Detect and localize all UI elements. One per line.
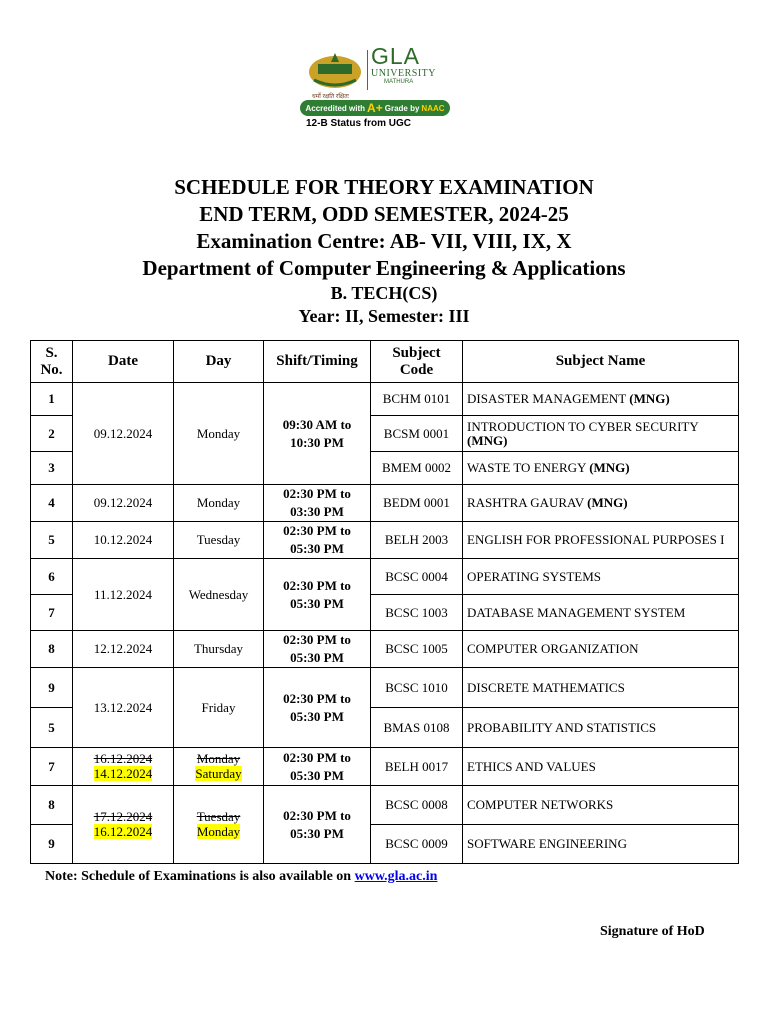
sno-cell: 5 (31, 522, 73, 559)
sno-cell: 4 (31, 485, 73, 522)
table-row (31, 748, 739, 786)
shift-cell: 02:30 PM to 05:30 PM (264, 522, 371, 559)
year-semester: Year: II, Semester: III (298, 306, 470, 326)
sno-cell: 2 (31, 416, 73, 452)
subject-name-cell (463, 522, 739, 559)
date-cell (73, 786, 174, 864)
sno-cell: 8 (31, 786, 73, 825)
old-date: 16.12.2024 (93, 751, 153, 766)
shift-cell: 02:30 PM to 05:30 PM (264, 668, 371, 748)
subject-name-cell (463, 748, 739, 786)
day-cell: Monday (174, 383, 264, 485)
table-row (31, 786, 739, 825)
sno-cell: 8 (31, 631, 73, 668)
new-date: 16.12.2024 (93, 824, 153, 839)
naac-accreditation-badge (300, 100, 450, 116)
subject-code-cell: BCSC 1010 (371, 668, 463, 708)
subject-tag: (MNG) (467, 432, 508, 448)
day-cell: Wednesday (174, 559, 264, 631)
website-link[interactable]: www.gla.ac.in (354, 869, 438, 884)
date-cell: 09.12.2024 (73, 383, 174, 485)
note-text: Note: Schedule of Examinations is also available on (45, 869, 355, 884)
schedule-title: SCHEDULE FOR THEORY EXAMINATION (174, 175, 594, 199)
subject-name: RASHTRA GAURAV (467, 495, 584, 510)
subject-tag: (MNG) (629, 391, 670, 406)
date-cell: 10.12.2024 (73, 522, 174, 559)
new-day: Monday (196, 824, 241, 839)
subject-code-cell: BCSC 1005 (371, 631, 463, 668)
old-date: 17.12.2024 (93, 809, 153, 824)
shift-cell: 09:30 AM to 10:30 PM (264, 383, 371, 485)
logo-city: MATHURA (384, 79, 414, 85)
col-header-day: Day (174, 341, 264, 383)
table-row (31, 383, 739, 416)
subject-name: DISCRETE MATHEMATICS (467, 679, 625, 695)
term-title: END TERM, ODD SEMESTER, 2024-25 (199, 202, 569, 226)
subject-code-cell: BCSC 1003 (371, 595, 463, 631)
subject-name: DATABASE MANAGEMENT SYSTEM (467, 604, 686, 620)
table-header-row (31, 341, 739, 383)
shift-cell: 02:30 PM to 05:30 PM (264, 748, 371, 786)
day-cell: Thursday (174, 631, 264, 668)
sno-cell: 7 (31, 595, 73, 631)
subject-code-cell: BCSC 0009 (371, 825, 463, 864)
logo-name: GLA (371, 43, 421, 69)
subject-name: COMPUTER ORGANIZATION (467, 641, 639, 656)
subject-name-cell (463, 825, 739, 864)
day-cell: Tuesday (174, 522, 264, 559)
date-cell: 11.12.2024 (73, 559, 174, 631)
naac-grade: A+ (367, 101, 383, 115)
shift-cell: 02:30 PM to 03:30 PM (264, 485, 371, 522)
col-header-sno: S. No. (31, 341, 73, 383)
subject-name-cell (463, 595, 739, 631)
subject-name: ENGLISH FOR PROFESSIONAL PURPOSES I (467, 532, 725, 547)
hod-signature-label: Signature of HoD (600, 924, 705, 939)
subject-name: PROBABILITY AND STATISTICS (467, 719, 657, 735)
sno-cell: 9 (31, 825, 73, 864)
subject-name: WASTE TO ENERGY (467, 460, 586, 475)
table-row (31, 485, 739, 522)
day-cell (174, 786, 264, 864)
subject-name: SOFTWARE ENGINEERING (467, 836, 627, 851)
col-header-date: Date (73, 341, 174, 383)
subject-code-cell: BCSM 0001 (371, 416, 463, 452)
col-header-name: Subject Name (463, 341, 739, 383)
subject-code-cell: BELH 0017 (371, 748, 463, 786)
department-name: Department of Computer Engineering & Applications (142, 256, 626, 280)
sno-cell: 3 (31, 452, 73, 485)
naac-suffix: Grade by (384, 103, 420, 113)
exam-schedule-table (30, 340, 739, 864)
naac-body: NAAC (421, 103, 445, 113)
table-row (31, 522, 739, 559)
table-row (31, 559, 739, 595)
table-row (31, 631, 739, 668)
sno-cell: 7 (31, 748, 73, 786)
subject-name: COMPUTER NETWORKS (467, 797, 614, 812)
subject-name: ETHICS AND VALUES (467, 758, 596, 774)
schedule-note (45, 869, 437, 885)
ugc-status: 12-B Status from UGC (306, 118, 412, 129)
subject-name-cell (463, 485, 739, 522)
subject-name-cell (463, 668, 739, 708)
subject-code-cell: BCSC 0008 (371, 786, 463, 825)
sno-cell: 9 (31, 668, 73, 708)
subject-code-cell: BCHM 0101 (371, 383, 463, 416)
subject-code-cell: BEDM 0001 (371, 485, 463, 522)
day-cell: Monday (174, 485, 264, 522)
new-date: 14.12.2024 (93, 766, 153, 781)
logo-tagline: धर्मो रक्षति रक्षितः (312, 94, 349, 100)
naac-prefix: Accredited with (305, 103, 366, 113)
subject-code-cell: BCSC 0004 (371, 559, 463, 595)
subject-name-cell (463, 708, 739, 748)
date-cell: 13.12.2024 (73, 668, 174, 748)
new-day: Saturday (195, 766, 242, 781)
subject-name-cell (463, 383, 739, 416)
shift-cell: 02:30 PM to 05:30 PM (264, 631, 371, 668)
subject-tag: (MNG) (587, 495, 628, 510)
subject-code-cell: BMAS 0108 (371, 708, 463, 748)
sno-cell: 6 (31, 559, 73, 595)
subject-name-cell (463, 559, 739, 595)
old-day: Monday (196, 751, 241, 766)
date-cell (73, 748, 174, 786)
date-cell: 12.12.2024 (73, 631, 174, 668)
subject-name-cell (463, 416, 739, 452)
subject-code-cell: BELH 2003 (371, 522, 463, 559)
subject-name-cell (463, 452, 739, 485)
shift-cell: 02:30 PM to 05:30 PM (264, 786, 371, 864)
subject-tag: (MNG) (589, 460, 630, 475)
col-header-shift: Shift/Timing (264, 341, 371, 383)
subject-name: OPERATING SYSTEMS (467, 568, 601, 584)
subject-name: DISASTER MANAGEMENT (467, 391, 627, 406)
shift-cell: 02:30 PM to 05:30 PM (264, 559, 371, 631)
sno-cell: 5 (31, 708, 73, 748)
table-row (31, 668, 739, 708)
day-cell: Friday (174, 668, 264, 748)
subject-name-cell (463, 786, 739, 825)
col-header-code: Subject Code (371, 341, 463, 383)
subject-name-cell (463, 631, 739, 668)
university-logo (300, 44, 460, 136)
date-cell: 09.12.2024 (73, 485, 174, 522)
exam-centre: Examination Centre: AB- VII, VIII, IX, X (196, 229, 572, 253)
logo-divider (367, 50, 368, 90)
sno-cell: 1 (31, 383, 73, 416)
program-name: B. TECH(CS) (330, 283, 438, 303)
day-cell (174, 748, 264, 786)
old-day: Tuesday (196, 809, 241, 824)
subject-name: INTRODUCTION TO CYBER SECURITY (467, 418, 699, 434)
university-emblem-icon (306, 50, 364, 90)
subject-code-cell: BMEM 0002 (371, 452, 463, 485)
logo-subtitle: UNIVERSITY (371, 68, 436, 79)
